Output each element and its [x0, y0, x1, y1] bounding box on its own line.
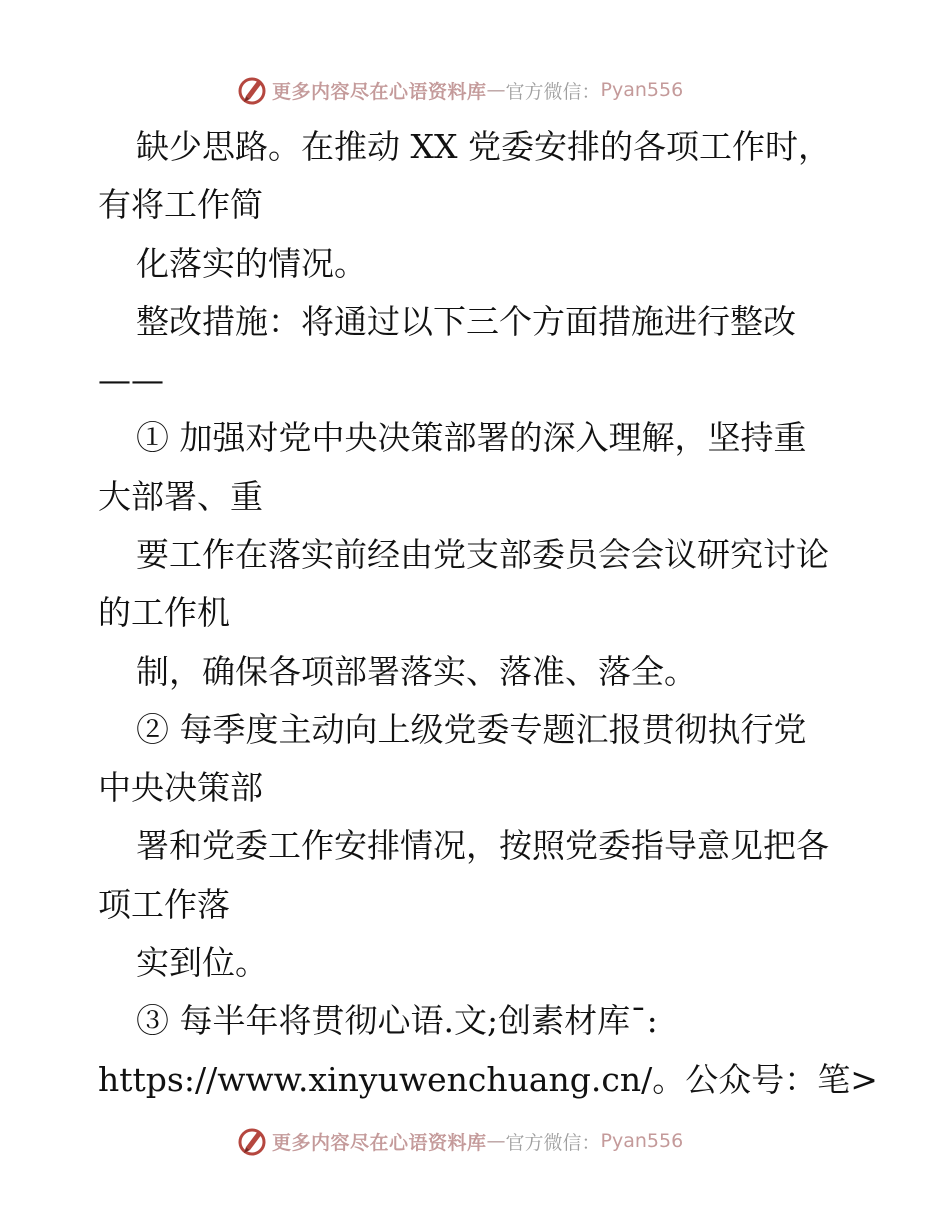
text-line: 化落实的情况。: [136, 244, 367, 283]
watermark-wechat-id: Pyan556: [600, 79, 684, 101]
watermark-wechat-label: 官方微信：: [505, 80, 601, 103]
text-line: ② 每季度主动向上级党委专题汇报贯彻执行党: [136, 710, 807, 749]
text-line: 实到位。: [136, 943, 268, 982]
text-line: ——: [98, 360, 164, 399]
watermark-wechat-id: Pyan556: [600, 1130, 684, 1152]
text-line: 整改措施：将通过以下三个方面措施进行整改: [136, 302, 796, 341]
text-line: 有将工作简: [98, 185, 263, 224]
watermark-wechat-label: 官方微信：: [505, 1131, 601, 1154]
text-line: 的工作机: [98, 593, 230, 632]
text-line: 制，确保各项部署落实、落准、落全。: [136, 652, 697, 691]
pen-logo-icon: [236, 74, 268, 106]
text-line: 缺少思路。在推动 XX 党委安排的各项工作时，: [136, 127, 831, 166]
watermark-separator: —: [486, 79, 506, 101]
text-line: 项工作落: [98, 885, 230, 924]
watermark-text: 更多内容尽在心语资料库: [272, 80, 487, 103]
footer-watermark: [236, 1124, 683, 1158]
text-line: https://www.xinyuwenchuang.cn/。公众号：笔>: [98, 1060, 878, 1099]
header-watermark: [236, 73, 683, 107]
text-line: ③ 每半年将贯彻心语.文;创素材库¯:: [136, 1001, 658, 1040]
text-line: 大部署、重: [98, 477, 263, 516]
pen-logo-icon: [236, 1125, 268, 1157]
text-line: 要工作在落实前经由党支部委员会会议研究讨论: [136, 535, 829, 574]
text-line: 署和党委工作安排情况，按照党委指导意见把各: [136, 826, 829, 865]
text-line: 中央决策部: [98, 768, 263, 807]
text-line: ① 加强对党中央决策部署的深入理解，坚持重: [136, 418, 807, 457]
watermark-separator: —: [486, 1130, 506, 1152]
watermark-text: 更多内容尽在心语资料库: [272, 1131, 487, 1154]
